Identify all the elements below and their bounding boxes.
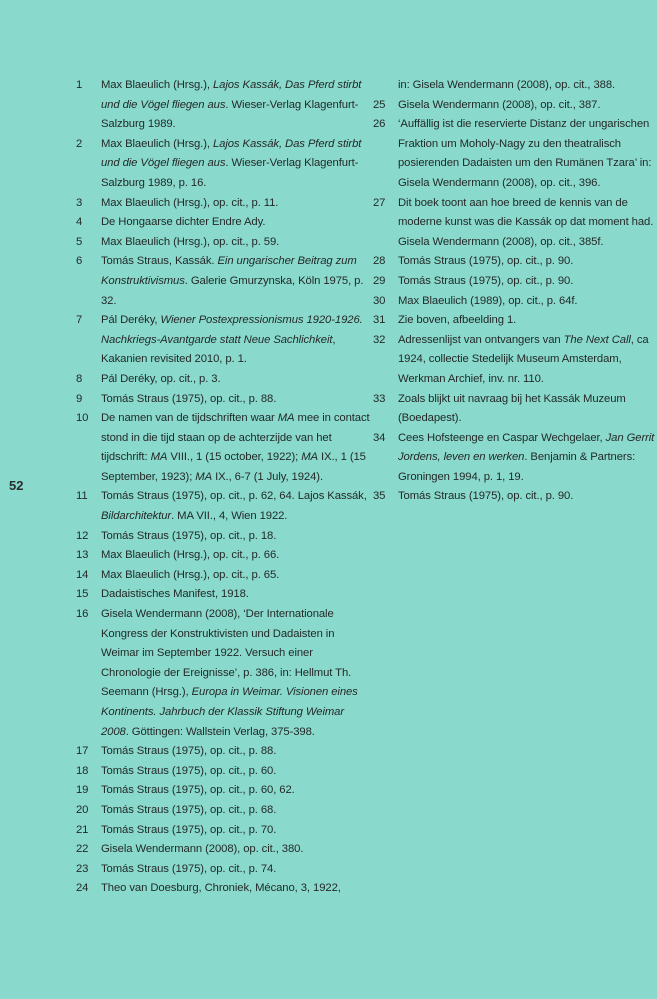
footnote-number: 18 xyxy=(76,764,89,777)
footnote-text xyxy=(101,801,370,821)
footnote-number: 24 xyxy=(76,882,89,895)
footnote xyxy=(373,292,655,312)
footnote-text-segment: Gisela Wendermann (2008), op. cit., 387. xyxy=(398,98,601,111)
footnote-text xyxy=(101,566,370,586)
footnote-number: 10 xyxy=(76,412,89,425)
footnote-text-segment: Max Blaeulich (Hrsg.), op. cit., p. 59. xyxy=(101,235,280,248)
footnote-number: 32 xyxy=(373,333,386,346)
footnote-text-segment: Tomás Straus (1975), op. cit., p. 62, 64. Lajos Kassák, xyxy=(101,490,367,503)
footnote-text-segment: Cees Hofsteenge en Caspar Wechgelaer, xyxy=(398,431,606,444)
footnote-number: 21 xyxy=(76,823,89,836)
footnote-text xyxy=(398,390,655,429)
footnote-text xyxy=(398,76,655,96)
footnote-text xyxy=(101,409,370,487)
footnote xyxy=(76,860,370,880)
footnote-title-italic: Lajos Kassák, Das Pferd stirbt und die Vögel fliegen aus xyxy=(101,137,362,170)
footnote-text-segment: Tomás Straus (1975), op. cit., p. 60, 62. xyxy=(101,784,295,797)
footnote-text xyxy=(101,821,370,841)
footnote-text-segment: . Göttingen: Wallstein Verlag, 375-398. xyxy=(125,725,315,738)
footnote xyxy=(76,213,370,233)
footnote-number: 9 xyxy=(76,392,83,405)
footnote xyxy=(373,252,655,272)
footnote-title-italic: Lajos Kassák, Das Pferd stirbt und die Vögel fliegen aus xyxy=(101,79,362,111)
footnote xyxy=(76,527,370,547)
footnote-text-segment: in: Gisela Wendermann (2008), op. cit., 388. xyxy=(398,79,616,91)
footnote-text-segment: Tomás Straus (1975), op. cit., p. 90. xyxy=(398,255,574,268)
footnote xyxy=(76,135,370,194)
footnote-text-segment: . Benjamin & Partners: Groningen 1994, p. 1, 19. xyxy=(398,451,636,483)
footnote-number: 29 xyxy=(373,274,386,287)
footnote-text-segment: Max Blaeulich (Hrsg.), xyxy=(101,137,213,150)
footnote-text xyxy=(101,585,370,605)
footnote-text xyxy=(398,96,655,116)
footnote-number: 16 xyxy=(76,608,89,621)
footnote-title-italic: The Next Call xyxy=(563,333,631,346)
footnote xyxy=(373,487,655,507)
footnote-text-segment: Tomás Straus (1975), op. cit., p. 18. xyxy=(101,529,277,542)
footnote-text-segment: Tomás Straus (1975), op. cit., p. 60. xyxy=(101,764,277,777)
footnote-text-segment: Pál Deréky, op. cit., p. 3. xyxy=(101,372,221,385)
footnote-number: 33 xyxy=(373,392,386,405)
footnote-text-segment: Dit boek toont aan hoe breed de kennis van de moderne kunst was die Kassák op dat moment had. Gisela Wendermann (2008), op. cit., 385f. xyxy=(398,196,654,248)
footnote xyxy=(373,311,655,331)
footnote-number: 2 xyxy=(76,137,83,150)
footnote-text-segment: Gisela Wendermann (2008), op. cit., 380. xyxy=(101,843,304,856)
footnote xyxy=(76,585,370,605)
footnote-number: 15 xyxy=(76,588,89,601)
footnote xyxy=(76,566,370,586)
footnote-number: 6 xyxy=(76,255,83,268)
footnote-title-italic: Europa in Weimar. Visionen eines Kontinents. Jahrbuch der Klassik Stiftung Weimar 2008 xyxy=(101,686,358,738)
footnote-number: 22 xyxy=(76,843,89,856)
footnote-text xyxy=(101,840,370,860)
footnote xyxy=(76,233,370,253)
footnote-text-segment: Tomás Straus (1975), op. cit., p. 68. xyxy=(101,803,277,816)
footnote-text xyxy=(101,605,370,742)
footnote-title-italic: Jan Gerrit Jordens, leven en werken xyxy=(398,431,655,464)
footnote-text-segment: . Galerie Gmurzynska, Köln 1975, p. 32. xyxy=(101,274,364,307)
footnote-title-italic: Wiener Postexpressionismus 1920-1926. Nachkriegs-Avantgarde statt Neue Sachlichkeit xyxy=(101,314,363,346)
footnote-number: 14 xyxy=(76,568,89,581)
footnote-title-italic: Ein ungarischer Beitrag zum Konstruktivismus xyxy=(101,255,357,287)
page-number: 52 xyxy=(9,478,24,493)
footnote-text xyxy=(101,762,370,782)
footnote xyxy=(373,194,655,253)
footnote-text-segment: Tomás Straus, Kassák. xyxy=(101,255,218,268)
footnote-number: 11 xyxy=(76,490,88,503)
footnote-text xyxy=(101,311,370,370)
footnote-title-italic: MA xyxy=(277,412,295,425)
footnote-number: 7 xyxy=(76,314,83,327)
footnote xyxy=(76,801,370,821)
footnote-text-segment: De namen van de tijdschriften waar xyxy=(101,412,278,425)
footnote-text-segment: mee in contact stond in die tijd staan op de achterzijde van het tijdschrift: xyxy=(101,412,370,464)
footnote-text xyxy=(398,311,655,331)
footnote-text xyxy=(398,331,655,390)
footnote-text-segment: ‘Auffällig ist die reservierte Distanz der ungarischen Fraktion um Moholy-Nagy zu den theatralisch posierenden Dadaisten um den Rumänen Tzara’ in: Gisela Wendermann (2008), op. cit., 396. xyxy=(398,118,652,189)
footnote-text xyxy=(101,252,370,311)
footnote-text xyxy=(398,252,655,272)
footnote xyxy=(373,96,655,116)
footnote-text xyxy=(101,879,370,899)
footnote-text-segment: . Wieser-Verlag Klagenfurt-Salzburg 1989, p. 16. xyxy=(101,157,359,189)
footnote-text xyxy=(101,860,370,880)
footnote-text-segment: Max Blaeulich (1989), op. cit., p. 64f. xyxy=(398,294,578,307)
footnote-number: 28 xyxy=(373,255,386,268)
footnote-text xyxy=(398,292,655,312)
footnote-text xyxy=(398,487,655,507)
footnote xyxy=(76,879,370,899)
footnote-text xyxy=(101,194,370,214)
footnote xyxy=(76,252,370,311)
footnote-text xyxy=(101,213,370,233)
footnote-text-segment: IX., 1 (15 September, 1923); xyxy=(101,451,366,483)
footnote-number: 34 xyxy=(373,431,386,444)
footnote-text-segment: Tomás Straus (1975), op. cit., p. 90. xyxy=(398,274,574,287)
footnote-number: 5 xyxy=(76,235,83,248)
footnote-number: 27 xyxy=(373,196,386,209)
footnote-text xyxy=(101,546,370,566)
footnote-text xyxy=(101,76,370,135)
footnote-text-segment: Max Blaeulich (Hrsg.), op. cit., p. 11. xyxy=(101,196,279,209)
footnote-text-segment: Zoals blijkt uit navraag bij het Kassák Muzeum (Boedapest). xyxy=(398,392,626,425)
footnote-text-segment: Theo van Doesburg, Chroniek, Mécano, 3, 1922, xyxy=(101,882,341,895)
footnote xyxy=(76,546,370,566)
footnote-text xyxy=(101,390,370,410)
footnote-title-italic: Bildarchitektur xyxy=(101,510,172,523)
footnote-title-italic: MA xyxy=(301,451,318,464)
footnotes-column-right xyxy=(373,76,655,507)
footnote-number: 17 xyxy=(76,745,89,758)
footnote xyxy=(373,272,655,292)
footnote xyxy=(76,742,370,762)
footnote-text-segment: Tomás Straus (1975), op. cit., p. 88. xyxy=(101,745,277,758)
footnote-text xyxy=(398,115,655,193)
footnote xyxy=(373,331,655,390)
footnote-text xyxy=(398,194,655,253)
footnote xyxy=(76,762,370,782)
footnote-text-segment: Dadaistisches Manifest, 1918. xyxy=(101,588,249,601)
footnote-text-segment: . MA VII., 4, Wien 1922. xyxy=(171,510,288,523)
footnote-number: 30 xyxy=(373,294,386,307)
footnote xyxy=(76,605,370,742)
footnote xyxy=(76,390,370,410)
footnote-text-segment: Zie boven, afbeelding 1. xyxy=(398,314,517,327)
footnote-text-segment: Adressenlijst van ontvangers van xyxy=(398,333,564,346)
footnote-text xyxy=(101,742,370,762)
footnote-text-segment: VIII., 1 (15 october, 1922); xyxy=(167,451,302,464)
footnote-text xyxy=(101,135,370,194)
footnote xyxy=(76,370,370,390)
footnote-number: 35 xyxy=(373,490,386,503)
footnote-number: 8 xyxy=(76,372,83,385)
footnote xyxy=(373,115,655,193)
footnote-text-segment: IX., 6-7 (1 July, 1924). xyxy=(212,470,323,483)
footnote xyxy=(76,409,370,487)
footnote-text-segment: Max Blaeulich (Hrsg.), op. cit., p. 66. xyxy=(101,549,280,562)
footnote-text-segment: Gisela Wendermann (2008), ‘Der Internationale Kongress der Konstruktivisten und Dadaisten in Weimar im September 1922. Versuch einer Chronologie der Ereignisse’, p. 386, in: Hellmut Th. Seemann (Hrsg.), xyxy=(101,608,352,699)
footnote-number: 25 xyxy=(373,98,386,111)
footnote-text-segment: Tomás Straus (1975), op. cit., p. 70. xyxy=(101,823,277,836)
footnote-text-segment: Tomás Straus (1975), op. cit., p. 90. xyxy=(398,490,574,503)
footnote xyxy=(76,487,370,526)
footnote-number: 3 xyxy=(76,196,83,209)
footnote-text xyxy=(101,487,370,526)
footnote-title-italic: MA xyxy=(150,451,168,464)
footnote-text-segment: Tomás Straus (1975), op. cit., p. 88. xyxy=(101,392,277,405)
footnote-text-segment: Max Blaeulich (Hrsg.), xyxy=(101,79,213,91)
footnote-text xyxy=(101,527,370,547)
footnote-text-segment: Tomás Straus (1975), op. cit., p. 74. xyxy=(101,862,277,875)
footnote-text xyxy=(398,429,655,488)
footnote-number: 20 xyxy=(76,803,89,816)
footnote xyxy=(373,76,655,96)
footnotes-column-left xyxy=(76,76,370,899)
footnote-number: 31 xyxy=(373,314,386,327)
footnote xyxy=(373,390,655,429)
footnote-number: 12 xyxy=(76,529,89,542)
footnote-text xyxy=(101,781,370,801)
footnote-text-segment: Max Blaeulich (Hrsg.), op. cit., p. 65. xyxy=(101,568,280,581)
footnote-text-segment: De Hongaarse dichter Endre Ady. xyxy=(101,216,266,229)
footnote xyxy=(76,840,370,860)
footnote-text-segment: , ca 1924, collectie Stedelijk Museum Amsterdam, Werkman Archief, inv. nr. 110. xyxy=(398,333,649,385)
footnote-text xyxy=(101,370,370,390)
footnote-text-segment: , Kakanien revisited 2010, p. 1. xyxy=(101,333,336,366)
footnote-text xyxy=(398,272,655,292)
footnote-number: 19 xyxy=(76,784,89,797)
footnote xyxy=(76,821,370,841)
footnote-number: 23 xyxy=(76,862,89,875)
footnote-text-segment: . Wieser-Verlag Klagenfurt-Salzburg 1989. xyxy=(101,98,359,131)
footnote xyxy=(76,194,370,214)
footnote xyxy=(76,781,370,801)
footnote-text-segment: Pál Deréky, xyxy=(101,314,161,327)
footnote-number: 13 xyxy=(76,549,89,562)
footnote-number: 4 xyxy=(76,216,83,229)
footnote-title-italic: MA xyxy=(195,470,213,483)
footnote xyxy=(373,429,655,488)
footnote xyxy=(76,311,370,370)
footnote xyxy=(76,76,370,135)
footnote-number: 26 xyxy=(373,118,386,131)
footnote-text xyxy=(101,233,370,253)
footnote-number: 1 xyxy=(76,79,83,91)
